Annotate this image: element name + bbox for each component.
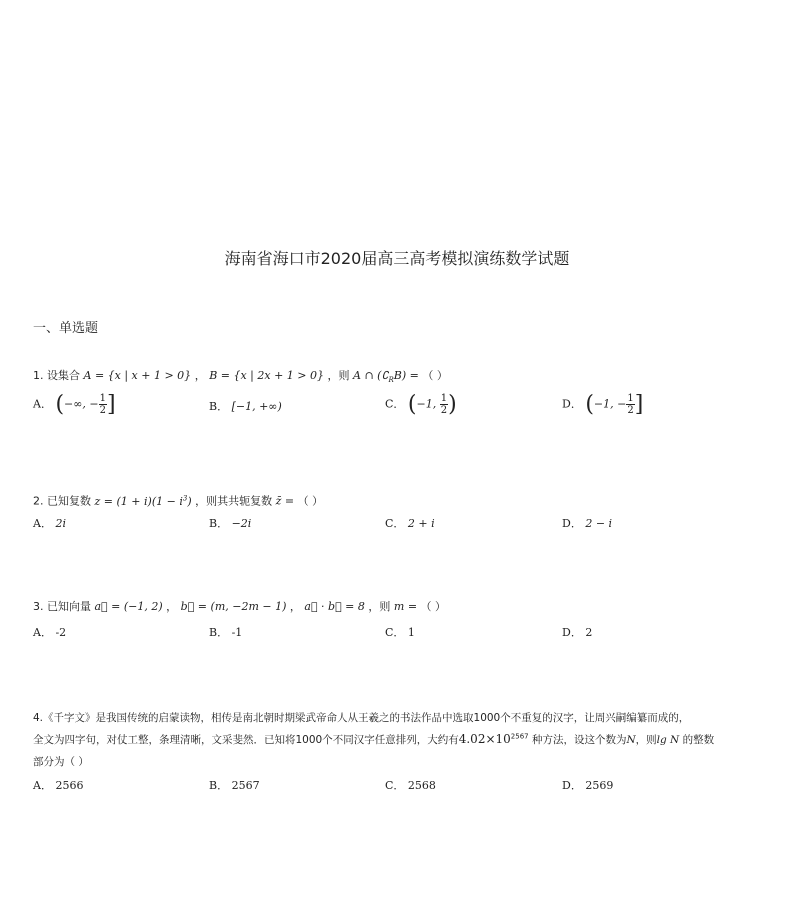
q4-option-d[interactable]: D． 2569 xyxy=(562,779,614,792)
q1-sep2: ，则 xyxy=(327,369,350,382)
q3-sep2: ， xyxy=(289,600,301,613)
q3-option-d[interactable]: D． 2 xyxy=(562,626,593,639)
q2-number: 2. xyxy=(33,494,44,508)
q1-option-d[interactable]: D． (−1, − $\frac{1}{2}$ ] xyxy=(562,392,644,417)
q4-option-a[interactable]: A． 2566 xyxy=(33,779,84,792)
q3-option-b[interactable]: B． -1 xyxy=(209,626,243,639)
q1-prefix: 设集合 xyxy=(47,369,80,382)
q2-option-c[interactable]: C． 2 + i xyxy=(385,517,435,530)
q1-set-b: B = {x | 2x + 1 > 0} xyxy=(209,369,324,382)
q2-option-b[interactable]: B． −2i xyxy=(209,517,252,530)
q1-set-a: A = {x | x + 1 > 0} xyxy=(83,369,192,382)
q2-expr: $z = (1 + i)(1 - i^3)$ xyxy=(94,494,192,508)
q4-line-2: 全文为四字句，对仗工整，条理清晰，文采斐然．已知将1000个不同汉字任意排列，大约有$4.02\times 10^{2567}$ 种方法，设这个数为N，则lg N 的整数 xyxy=(33,732,715,746)
q3-number: 3. xyxy=(33,600,44,613)
q1-option-b[interactable]: B． [−1, +∞) xyxy=(209,400,282,413)
q3-mid: ，则 xyxy=(368,600,391,613)
q4-line-3: 部分为（ ） xyxy=(33,756,89,768)
q3-dot-product: a⃗ · b⃗ = 8 xyxy=(304,600,365,613)
q3-m: m = xyxy=(393,600,418,613)
q3-sep1: ， xyxy=(166,600,178,613)
question-3 xyxy=(33,599,446,615)
q2-prefix: 已知复数 xyxy=(47,494,91,508)
q2-option-d[interactable]: D． 2 − i xyxy=(562,517,613,530)
q2-zbar: z̄ = xyxy=(275,494,295,508)
q3-vector-b: b⃗ = (m, −2m − 1) xyxy=(180,600,287,613)
page-title: 海南省海口市2020届高三高考模拟演练数学试题 xyxy=(224,249,570,268)
q1-option-a[interactable]: A． (−∞, − $\frac{1}{2}$ ] xyxy=(33,392,116,417)
q4-option-c[interactable]: C． 2568 xyxy=(385,779,436,792)
q3-option-a[interactable]: A． -2 xyxy=(33,626,67,639)
q1-expr: A ∩ $(∁_RB)$ = xyxy=(353,369,419,385)
question-1 xyxy=(33,368,448,388)
q4-line-1: 4.《千字文》是我国传统的启蒙读物，相传是南北朝时期梁武帝命人从王羲之的书法作品中选取1000个不重复的汉字，让周兴嗣编纂而成的， xyxy=(33,712,690,724)
q3-option-c[interactable]: C． 1 xyxy=(385,626,415,639)
question-2 xyxy=(33,490,323,510)
q3-paren: （ ） xyxy=(420,600,447,613)
q1-paren: （ ） xyxy=(422,369,448,382)
section-heading: 一、单选题 xyxy=(33,321,99,336)
q1-sep1: ， xyxy=(194,369,206,382)
q1-number: 1. xyxy=(33,369,44,382)
q2-paren: （ ） xyxy=(297,494,324,508)
q4-option-b[interactable]: B． 2567 xyxy=(209,779,260,792)
q3-vector-a: a⃗ = (−1, 2) xyxy=(94,600,163,613)
q2-option-a[interactable]: A． 2i xyxy=(33,517,66,530)
q2-mid: ，则其共轭复数 xyxy=(195,494,273,508)
q1-option-c[interactable]: C． (−1, $\frac{1}{2}$ ) xyxy=(385,392,457,417)
q3-prefix: 已知向量 xyxy=(47,600,91,613)
